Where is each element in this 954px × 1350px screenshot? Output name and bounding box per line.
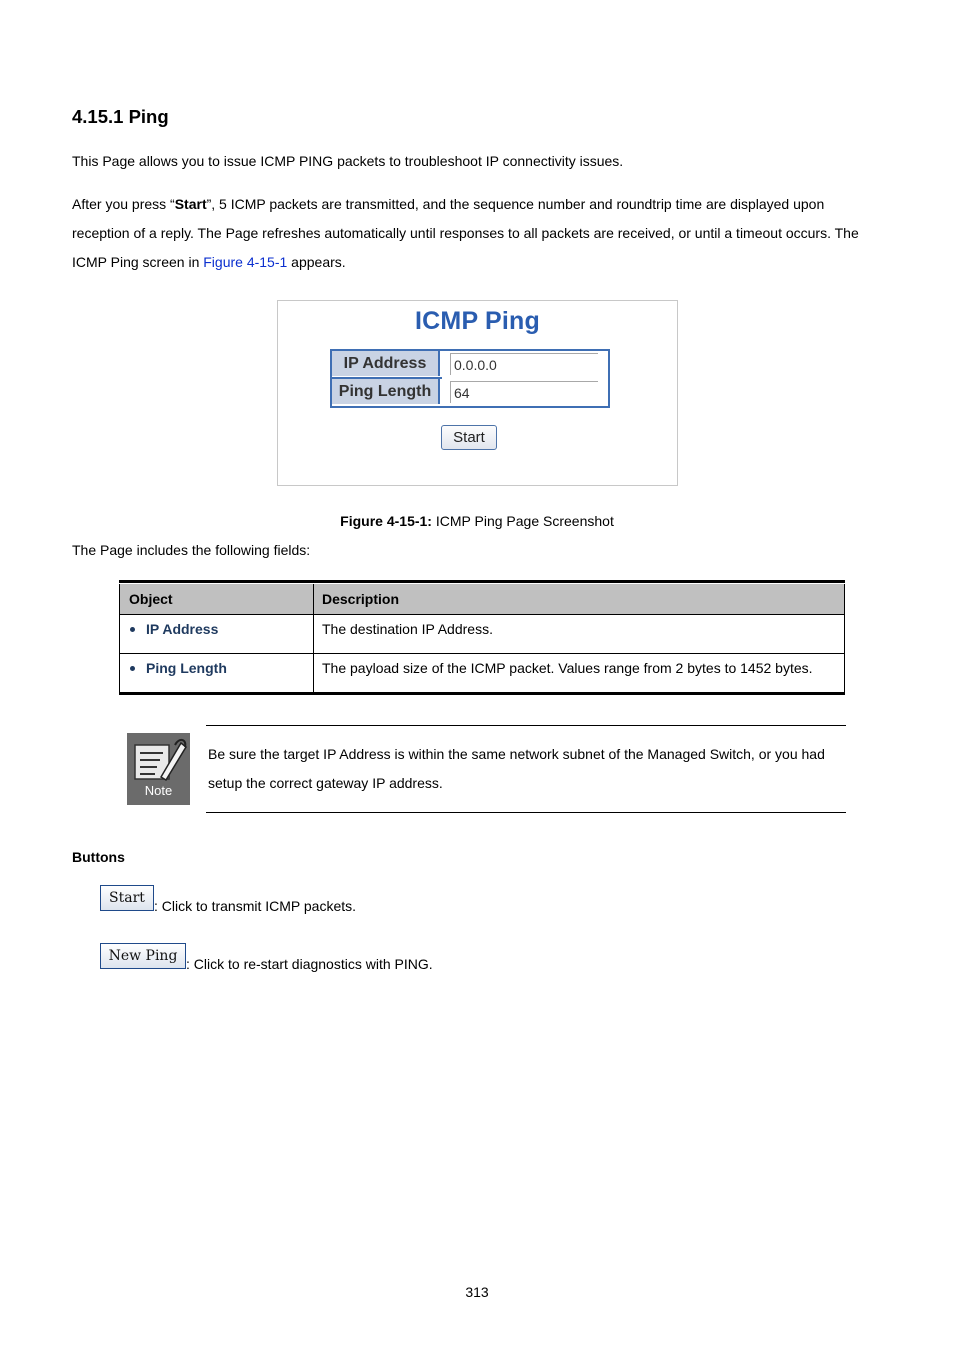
- note-icon: [127, 733, 190, 805]
- new-ping-button-description: : Click to re-start diagnostics with PING.: [186, 956, 433, 972]
- description-ping-length: The payload size of the ICMP packet. Values range from 2 bytes to 1452 bytes.: [322, 660, 813, 676]
- paragraph-line-3: [72, 248, 892, 277]
- caption-label: Figure 4-15-1:: [340, 513, 432, 529]
- section-title: 4.15.1 Ping: [72, 106, 169, 127]
- object-ip-address: IP Address: [146, 621, 219, 637]
- note-text: [208, 740, 848, 798]
- ping-length-label: Ping Length: [332, 379, 440, 404]
- column-divider: [313, 584, 314, 692]
- screenshot-title: ICMP Ping: [415, 307, 540, 335]
- start-button-description: : Click to transmit ICMP packets.: [154, 898, 357, 914]
- new-ping-button-sample[interactable]: New Ping: [100, 943, 186, 969]
- ping-form-table: [330, 349, 610, 408]
- row-divider: [119, 653, 845, 654]
- ip-address-label: IP Address: [332, 351, 440, 376]
- text-fragment: After you press “: [72, 196, 175, 212]
- intro-paragraph: This Page allows you to issue ICMP PING packets to troubleshoot IP connectivity issues.: [72, 153, 624, 169]
- note-top-rule: [206, 725, 846, 726]
- paragraph-line-2: reception of a reply. The Page refreshes automatically until responses to all packets are received, or until a timeout occurs. The: [72, 225, 859, 241]
- start-button[interactable]: Start: [441, 425, 497, 450]
- buttons-heading: Buttons: [72, 849, 125, 865]
- note-icon-label: Note: [144, 783, 173, 798]
- description-paragraph: [72, 190, 892, 277]
- figure-link[interactable]: Figure 4-15-1: [203, 254, 288, 270]
- header-description: Description: [322, 591, 400, 607]
- description-ip-address: The destination IP Address.: [322, 621, 493, 637]
- caption-text: ICMP Ping Page Screenshot: [431, 513, 614, 529]
- note-line-2: setup the correct gateway IP address.: [208, 775, 443, 791]
- icmp-ping-screenshot: [277, 300, 678, 486]
- fields-table: [119, 580, 845, 696]
- ip-address-row: [332, 351, 608, 377]
- ping-length-input[interactable]: 64: [450, 381, 598, 403]
- text-fragment: ”, 5 ICMP packets are transmitted, and the sequence number and roundtrip time are displayed upon: [206, 196, 825, 212]
- text-fragment: ICMP Ping screen in: [72, 254, 204, 270]
- ip-address-input[interactable]: 0.0.0.0: [450, 353, 598, 375]
- table-top-rule: [119, 580, 845, 583]
- object-ping-length: Ping Length: [146, 660, 227, 676]
- bullet-icon: [130, 627, 135, 632]
- paragraph-line-1: [72, 190, 892, 219]
- fields-intro: The Page includes the following fields:: [72, 542, 311, 558]
- table-left-border: [119, 584, 120, 692]
- bullet-icon: [130, 666, 135, 671]
- table-bottom-rule: [119, 692, 845, 695]
- start-keyword: Start: [174, 196, 207, 212]
- note-bottom-rule: [206, 812, 846, 813]
- text-fragment: appears.: [287, 254, 346, 270]
- figure-caption: [0, 513, 954, 529]
- start-button-sample[interactable]: Start: [100, 885, 154, 911]
- page-number: 313: [465, 1284, 489, 1300]
- ping-length-row: [332, 379, 608, 405]
- note-line-1: Be sure the target IP Address is within the same network subnet of the Managed Switch, or you had: [208, 746, 825, 762]
- table-right-border: [844, 584, 845, 692]
- table-header: [119, 584, 845, 615]
- header-object: Object: [129, 591, 173, 607]
